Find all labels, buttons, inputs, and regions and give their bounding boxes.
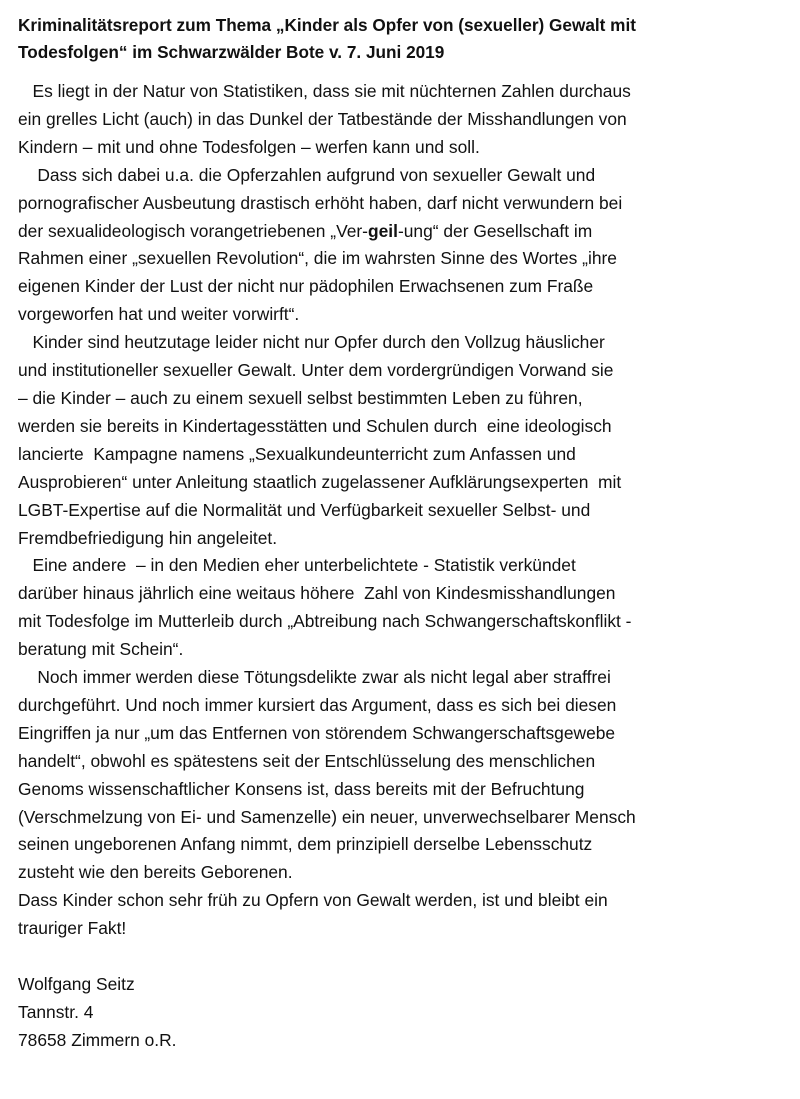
letter-page	[18, 12, 788, 1055]
body-line-bold-part: geil	[367, 220, 398, 241]
body-line: Kinder sind heutzutage leider nicht nur Opfer durch den Vollzug häuslicher	[18, 332, 605, 353]
body-line: Eingriffen ja nur „um das Entfernen von störendem Schwangerschaftsgewebe	[18, 722, 616, 743]
body-line: lancierte Kampagne namens „Sexualkundeunterricht zum Anfassen und	[18, 443, 576, 464]
body-line: durchgeführt. Und noch immer kursiert das Argument, dass es sich bei diesen	[18, 694, 617, 715]
body-line: Dass Kinder schon sehr früh zu Opfern von Gewalt werden, ist und bleibt ein	[18, 890, 608, 911]
body-line: Es liegt in der Natur von Statistiken, dass sie mit nüchternen Zahlen durchaus	[18, 81, 631, 101]
body-line: – die Kinder – auch zu einem sexuell selbst bestimmten Leben zu führen,	[18, 387, 583, 408]
body-line: trauriger Fakt!	[18, 918, 127, 939]
body-line: Fremdbefriedigung hin angeleitet.	[18, 527, 278, 548]
body-line: Genoms wissenschaftlicher Konsens ist, dass bereits mit der Befruchtung	[18, 778, 585, 799]
body-line: Ausprobieren“ unter Anleitung staatlich zugelassener Aufklärungsexperten mit	[18, 471, 622, 492]
body-line: pornografischer Ausbeutung drastisch erhöht haben, darf nicht verwundern bei	[18, 192, 623, 213]
body-line-part: der sexualideologisch vorangetriebenen „Ver-	[18, 220, 368, 241]
body-line: Eine andere – in den Medien eher unterbelichtete - Statistik verkündet	[18, 555, 576, 576]
signature-name: Wolfgang Seitz	[18, 974, 135, 995]
signature-block	[18, 971, 788, 1055]
body-line: vorgeworfen hat und weiter vorwirft“.	[18, 304, 300, 325]
body-line: mit Todesfolge im Mutterleib durch „Abtreibung nach Schwangerschaftskonflikt -	[18, 611, 632, 632]
body-line: Rahmen einer „sexuellen Revolution“, die im wahrsten Sinne des Wortes „ihre	[18, 248, 617, 269]
body-line: darüber hinaus jährlich eine weitaus höhere Zahl von Kindesmisshandlungen	[18, 583, 616, 604]
body-line: werden sie bereits in Kindertagesstätten und Schulen durch eine ideologisch	[18, 415, 612, 436]
body-line: zusteht wie den bereits Geborenen.	[18, 862, 293, 883]
body-line	[18, 218, 788, 246]
body-line: (Verschmelzung von Ei- und Samenzelle) ein neuer, unverwechselbarer Mensch	[18, 806, 636, 827]
letter-title	[18, 12, 788, 66]
body-line: Dass sich dabei u.a. die Opferzahlen aufgrund von sexueller Gewalt und	[18, 164, 596, 185]
body-line: ein grelles Licht (auch) in das Dunkel der Tatbestände der Misshandlungen von	[18, 108, 627, 129]
body-line-part: -ung“ der Gesellschaft im	[397, 220, 593, 241]
body-line: Noch immer werden diese Tötungsdelikte zwar als nicht legal aber straffrei	[18, 667, 611, 688]
signature-street: Tannstr. 4	[18, 1002, 94, 1022]
body-line: handelt“, obwohl es spätestens seit der Entschlüsselung des menschlichen	[18, 750, 596, 771]
body-line: seinen ungeborenen Anfang nimmt, dem prinzipiell derselbe Lebensschutz	[18, 834, 593, 855]
body-line: beratung mit Schein“.	[18, 639, 184, 660]
body-line: eigenen Kinder der Lust der nicht nur pädophilen Erwachsenen zum Fraße	[18, 276, 594, 297]
body-line: Kindern – mit und ohne Todesfolgen – werfen kann und soll.	[18, 136, 480, 157]
signature-city: 78658 Zimmern o.R.	[18, 1029, 177, 1050]
body-line: LGBT-Expertise auf die Normalität und Verfügbarkeit sexueller Selbst- und	[18, 499, 591, 520]
letter-body	[18, 78, 788, 943]
body-line: und institutioneller sexueller Gewalt. Unter dem vordergründigen Vorwand sie	[18, 360, 614, 381]
title-line-1: Kriminalitätsreport zum Thema „Kinder als Opfer von (sexueller) Gewalt mit	[18, 15, 636, 35]
title-line-2: Todesfolgen“ im Schwarzwälder Bote v. 7. Juni 2019	[18, 42, 445, 62]
